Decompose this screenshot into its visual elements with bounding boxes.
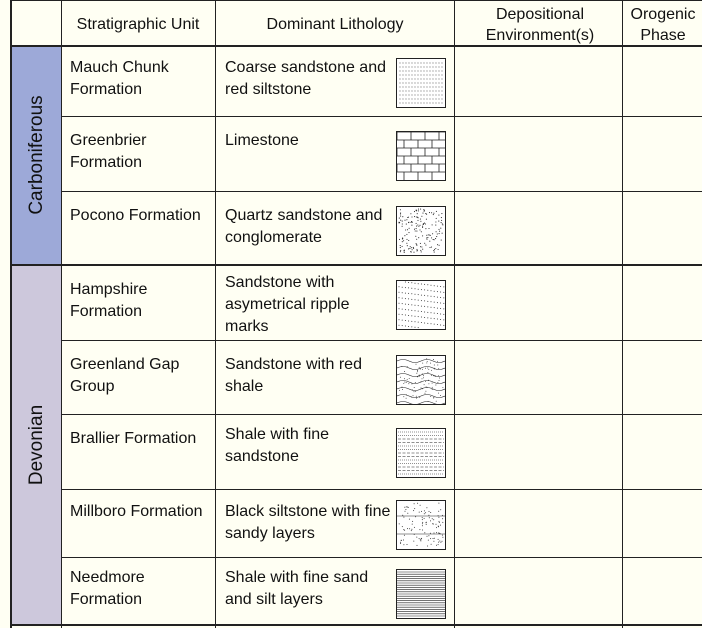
sandstone-shale-pattern xyxy=(396,355,446,405)
lithology-cell: Black siltstone with fine sandy layers xyxy=(225,503,391,542)
grid-line xyxy=(61,557,702,558)
grid-line xyxy=(454,0,455,628)
stratigraphic-unit-cell: Pocono Formation xyxy=(70,207,201,224)
header-depositional-environment: Depositional Environment(s) xyxy=(485,6,595,44)
grid-line xyxy=(61,116,702,117)
stratigraphic-unit-cell: Hampshire Formation xyxy=(70,281,148,320)
period-label-carboniferous: Carboniferous xyxy=(25,95,47,215)
conglomerate-pattern xyxy=(396,206,446,256)
stratigraphic-unit-cell: Greenland Gap Group xyxy=(70,356,180,395)
grid-line xyxy=(10,45,702,47)
stratigraphic-unit-cell: Brallier Formation xyxy=(70,430,197,447)
header-orogenic-phase: Orogenic Phase xyxy=(630,6,696,44)
grid-line xyxy=(61,340,702,341)
stratigraphic-unit-cell: Millboro Formation xyxy=(70,503,203,520)
grid-line xyxy=(61,414,702,415)
limestone-brick-pattern xyxy=(396,131,446,181)
grid-line xyxy=(10,0,702,1)
lithology-cell: Quartz sandstone and conglomerate xyxy=(225,207,383,246)
lithology-cell: Limestone xyxy=(225,132,299,149)
stratigraphic-unit-cell: Mauch Chunk Formation xyxy=(70,59,169,98)
grid-line xyxy=(10,0,12,628)
lithology-cell: Shale with fine sandstone xyxy=(225,426,330,465)
header-dominant-lithology: Dominant Lithology xyxy=(266,16,404,33)
period-label-devonian: Devonian xyxy=(25,404,47,486)
siltstone-pattern xyxy=(396,500,446,550)
header-stratigraphic-unit: Stratigraphic Unit xyxy=(76,16,200,33)
laminated-shale-pattern xyxy=(396,569,446,619)
grid-line xyxy=(215,0,216,628)
grid-line xyxy=(61,0,62,628)
lithology-cell: Sandstone with asymetrical ripple marks xyxy=(225,274,350,335)
ripple-sandstone-pattern xyxy=(396,280,446,330)
coarse-sandstone-siltstone-pattern xyxy=(396,58,446,108)
grid-line xyxy=(61,191,702,192)
period-devonian xyxy=(12,266,61,624)
stratigraphic-unit-cell: Greenbrier Formation xyxy=(70,132,147,171)
grid-line xyxy=(10,264,702,266)
lithology-cell: Sandstone with red shale xyxy=(225,356,362,395)
grid-line xyxy=(622,0,623,628)
grid-line xyxy=(61,489,702,490)
shale-sandstone-pattern xyxy=(396,428,446,478)
lithology-cell: Coarse sandstone and red siltstone xyxy=(225,59,386,98)
period-carboniferous xyxy=(12,46,61,264)
stratigraphic-unit-cell: Needmore Formation xyxy=(70,569,145,608)
grid-line xyxy=(10,624,702,626)
lithology-cell: Shale with fine sand and silt layers xyxy=(225,569,369,608)
